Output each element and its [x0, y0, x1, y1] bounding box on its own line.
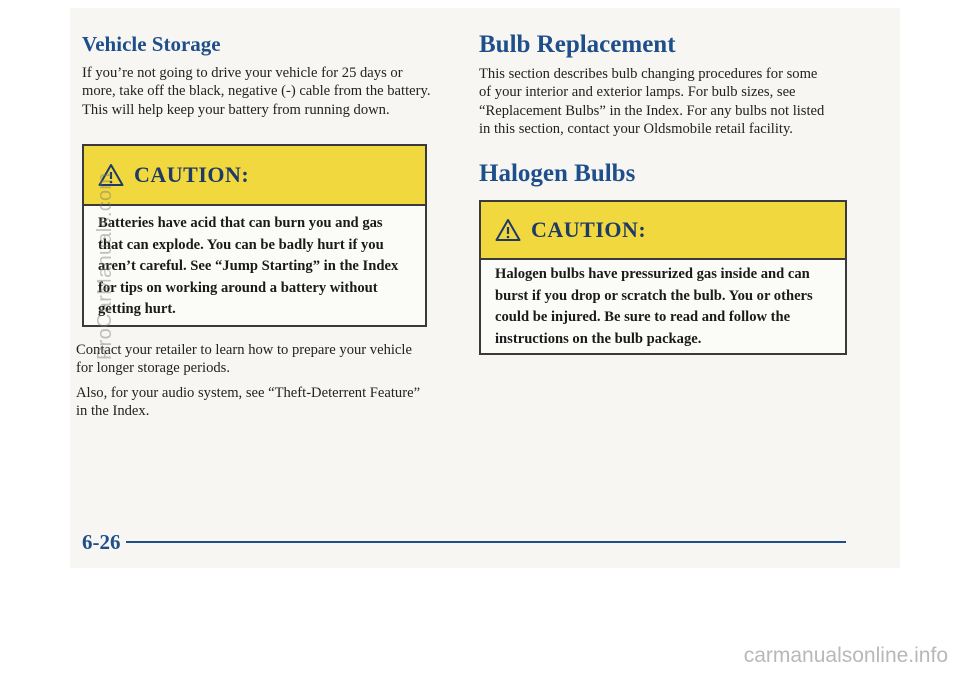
caution-label: CAUTION: [134, 162, 250, 187]
bulb-replacement-intro: This section describes bulb changing procedures for some of your interior and exterior lamps. For bulb sizes, see “Replacement Bulbs” in the Index. For any bulbs not listed in this section, contact your Oldsmobile retail facility. [479, 66, 825, 138]
page-number: 6-26 [82, 530, 121, 554]
warning-triangle-icon [495, 218, 521, 242]
halogen-bulbs-heading: Halogen Bulbs [479, 160, 636, 187]
bottom-watermark: carmanualsonline.info [743, 644, 948, 667]
caution-header [84, 146, 425, 206]
vehicle-storage-intro: If you’re not going to drive your vehicle for 25 days or more, take off the black, negative (-) cable from the battery. This will help keep your battery from running down. [82, 65, 431, 118]
battery-caution-box [82, 144, 427, 327]
side-watermark: ProCarManuals.com [94, 172, 116, 360]
caution-label: CAUTION: [531, 217, 647, 242]
halogen-caution-box [479, 200, 847, 355]
storage-contact-text: Contact your retailer to learn how to prepare your vehicle for longer storage periods. [76, 342, 412, 377]
bulb-replacement-heading: Bulb Replacement [479, 31, 676, 58]
audio-system-text: Also, for your audio system, see “Theft-Deterrent Feature” in the Index. [76, 385, 421, 420]
caution-text: Halogen bulbs have pressurized gas inside and can burst if you drop or scratch the bulb. You or others could be injured. Be sure to read and follow the instructions on the bulb package. [495, 266, 813, 347]
caution-header [481, 202, 845, 260]
footer-rule [126, 541, 846, 543]
vehicle-storage-heading: Vehicle Storage [82, 32, 221, 56]
caution-text: Batteries have acid that can burn you and gas that can explode. You can be badly hurt if you aren’t careful. See “Jump Starting” in the Index for tips on working around a battery without getting hurt. [98, 215, 399, 317]
